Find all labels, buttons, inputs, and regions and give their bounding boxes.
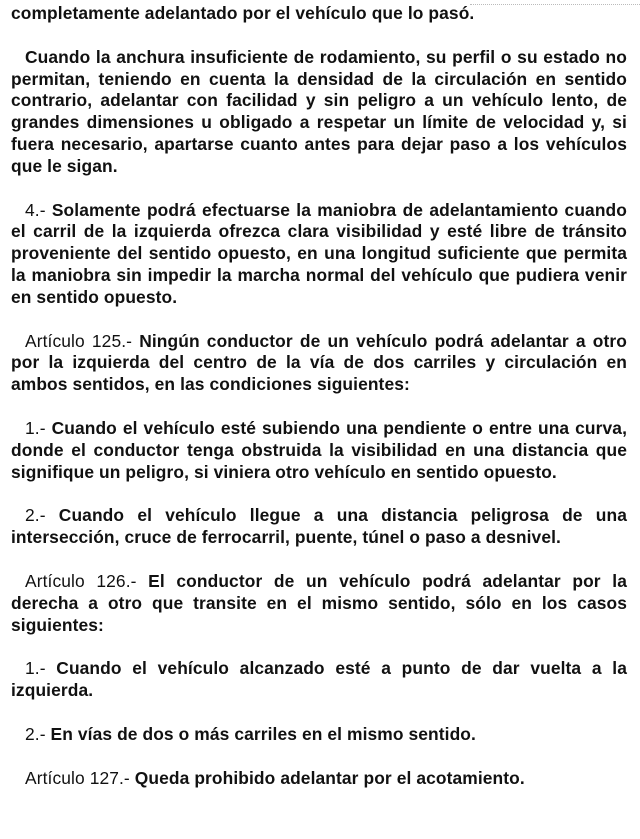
article-126 bbox=[11, 571, 627, 636]
article-number: Artículo 126.- bbox=[25, 570, 149, 591]
article-number: Artículo 127.- bbox=[25, 767, 135, 788]
paragraph-text: Cuando el vehículo esté subiendo una pendiente o entre una curva, donde el conductor tenga obstruida la visibilidad en una distancia que signifique un peligro, si viniera otro vehículo en sentido opuesto. bbox=[11, 417, 627, 482]
paragraph-prefix: 2.- bbox=[25, 723, 51, 744]
article-125-item-1 bbox=[11, 418, 627, 483]
article-126-item-2 bbox=[11, 724, 627, 746]
article-text: El conductor de un vehículo podrá adelantar por la derecha a otro que transite en el mismo sentido, sólo en los casos siguientes: bbox=[11, 570, 627, 635]
article-125-item-2 bbox=[11, 505, 627, 549]
article-text: Ningún conductor de un vehículo podrá adelantar a otro por la izquierda del centro de la vía de dos carriles y circulación en ambos sentidos, en las condiciones siguientes: bbox=[11, 330, 627, 395]
article-text: Queda prohibido adelantar por el acotamiento. bbox=[134, 767, 525, 788]
article-126-item-1 bbox=[11, 658, 627, 702]
document-body bbox=[11, 3, 627, 812]
article-125 bbox=[11, 331, 627, 396]
paragraph-text: completamente adelantado por el vehículo que lo pasó. bbox=[11, 3, 475, 23]
paragraph-prefix: 4.- bbox=[25, 199, 52, 220]
paragraph-prefix: 1.- bbox=[25, 417, 52, 438]
paragraph-continuation bbox=[11, 3, 627, 25]
article-127 bbox=[11, 768, 627, 790]
paragraph-prefix: 1.- bbox=[25, 658, 57, 679]
paragraph-prefix: 2.- bbox=[25, 505, 59, 526]
paragraph-item-4 bbox=[11, 200, 627, 309]
paragraph-text: Cuando el vehículo llegue a una distancia peligrosa de una intersección, cruce de ferrocarril, puente, túnel o paso a desnivel. bbox=[11, 505, 627, 548]
paragraph-text: En vías de dos o más carriles en el mismo sentido. bbox=[50, 723, 476, 744]
article-number: Artículo 125.- bbox=[25, 330, 140, 351]
paragraph-text: Solamente podrá efectuarse la maniobra de adelantamiento cuando el carril de la izquierda ofrezca clara visibilidad y esté libre de tránsito proveniente del sentido opuesto, en una longitud suficiente que permita la maniobra sin impedir la marcha normal del vehículo que pudiera venir en sentido opuesto. bbox=[11, 199, 627, 307]
paragraph-text: Cuando el vehículo alcanzado esté a punto de dar vuelta a la izquierda. bbox=[11, 658, 628, 701]
paragraph-width-rule bbox=[11, 47, 627, 178]
paragraph-text: Cuando la anchura insuficiente de rodamiento, su perfil o su estado no permitan, teniendo en cuenta la densidad de la circulación en sentido contrario, adelantar con facilidad y sin peligro a un vehículo lento, de grandes dimensiones u obligado a respetar un límite de velocidad y, si fuera necesario, apartarse cuanto antes para dejar paso a los vehículos que le sigan. bbox=[11, 46, 627, 176]
